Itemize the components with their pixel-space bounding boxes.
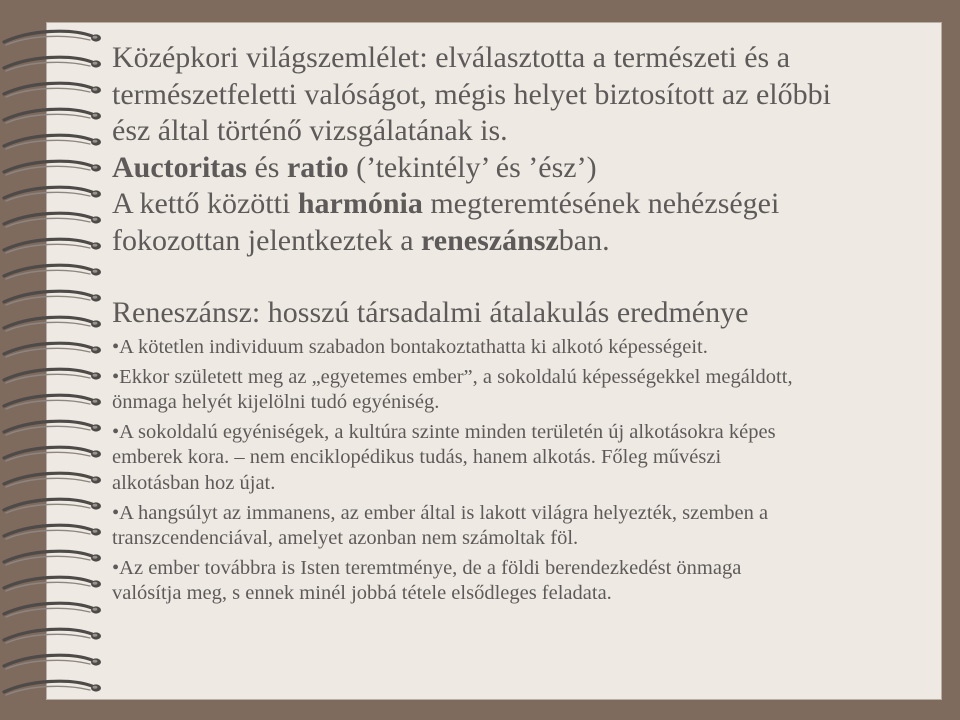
- bullet-line: •A kötetlen individuum szabadon bontakoztathatta ki alkotó képességeit.: [112, 336, 708, 358]
- bullet-line: •Ekkor született meg az „egyetemes ember”, a sokoldalú képességekkel megáldott,: [112, 365, 793, 388]
- spacer: [112, 259, 932, 295]
- binding-ring-icon: [0, 416, 110, 442]
- intro-line-4-text-a: és: [246, 150, 287, 184]
- intro-line-4: [112, 150, 932, 187]
- binding-ring-icon: [0, 104, 110, 130]
- binding-ring-icon: [0, 52, 110, 78]
- binding-ring-icon: [0, 390, 110, 416]
- binding-ring-icon: [0, 468, 110, 494]
- term-reneszansz: reneszánsz: [421, 223, 559, 257]
- bullet-line: transzcendenciával, amelyet azonban nem számoltak föl.: [112, 527, 579, 550]
- intro-line-1: [112, 40, 932, 77]
- binding-ring-icon: [0, 208, 110, 234]
- binding-ring-icon: [0, 182, 110, 208]
- bullet-line: •A sokoldalú egyéniségek, a kultúra szinte minden területén új alkotásokra képes: [112, 420, 776, 443]
- binding-ring-icon: [0, 494, 110, 520]
- intro-line-5: [112, 186, 932, 223]
- binding-ring-icon: [0, 650, 110, 676]
- binding-ring-icon: [0, 260, 110, 286]
- intro-line-2: [112, 77, 932, 114]
- bullet-item: [112, 501, 932, 552]
- term-ratio: ratio: [286, 150, 349, 184]
- bullet-item: [112, 335, 932, 361]
- intro-line-1-text: Középkori világszemlélet: elválasztotta a természeti és a: [112, 41, 791, 74]
- binding-ring-icon: [0, 364, 110, 390]
- binding-ring-icon: [0, 234, 110, 260]
- binding-ring-icon: [0, 442, 110, 468]
- binding-ring-icon: [0, 676, 110, 702]
- slide-content: [112, 40, 932, 607]
- bullet-item: [112, 420, 932, 497]
- binding-ring-icon: [0, 26, 110, 52]
- binding-ring-icon: [0, 520, 110, 546]
- bullet-line: emberek kora. – nem enciklopédikus tudás, hanem alkotás. Főleg művészi: [112, 446, 722, 469]
- intro-line-6: [112, 223, 932, 260]
- section-heading: Reneszánsz: hosszú társadalmi átalakulás eredménye: [112, 296, 749, 329]
- bullet-line: alkotásban hoz újat.: [112, 471, 276, 494]
- binding-ring-icon: [0, 156, 110, 182]
- intro-line-6-text-a: fokozottan jelentkeztek a: [112, 223, 422, 257]
- intro-line-3: [112, 113, 932, 150]
- intro-line-5-text-b: megteremtésének nehézségei: [422, 187, 780, 220]
- binding-ring-icon: [0, 312, 110, 338]
- term-auctoritas: Auctoritas: [112, 150, 247, 184]
- spiral-binding: [0, 22, 110, 702]
- binding-ring-icon: [0, 598, 110, 624]
- intro-line-4-text-b: (’tekintély’ és ’ész’): [348, 150, 597, 184]
- bullet-list: [112, 335, 932, 607]
- intro-line-6-text-b: ban.: [558, 223, 610, 257]
- binding-ring-icon: [0, 78, 110, 104]
- bullet-line: önmaga helyét kijelölni tudó egyéniség.: [112, 391, 440, 414]
- binding-ring-icon: [0, 286, 110, 312]
- binding-ring-icon: [0, 572, 110, 598]
- intro-line-5-text-a: A kettő közötti: [112, 187, 298, 220]
- intro-line-3-text: ész által történő vizsgálatának is.: [112, 114, 508, 147]
- bullet-item: [112, 556, 932, 607]
- binding-ring-icon: [0, 624, 110, 650]
- bullet-line: valósítja meg, s ennek minél jobbá tétele elsődleges feladata.: [112, 582, 612, 605]
- binding-ring-icon: [0, 546, 110, 572]
- bullet-line: •A hangsúlyt az immanens, az ember által is lakott világra helyezték, szemben a: [112, 501, 769, 524]
- intro-line-2-text: természetfeletti valóságot, mégis helyet biztosított az előbbi: [112, 77, 831, 111]
- binding-ring-icon: [0, 338, 110, 364]
- term-harmonia: harmónia: [297, 187, 423, 220]
- binding-ring-icon: [0, 130, 110, 156]
- bullet-item: [112, 365, 932, 416]
- bullet-line: •Az ember továbbra is Isten teremtménye, de a földi berendezkedést önmaga: [112, 556, 742, 579]
